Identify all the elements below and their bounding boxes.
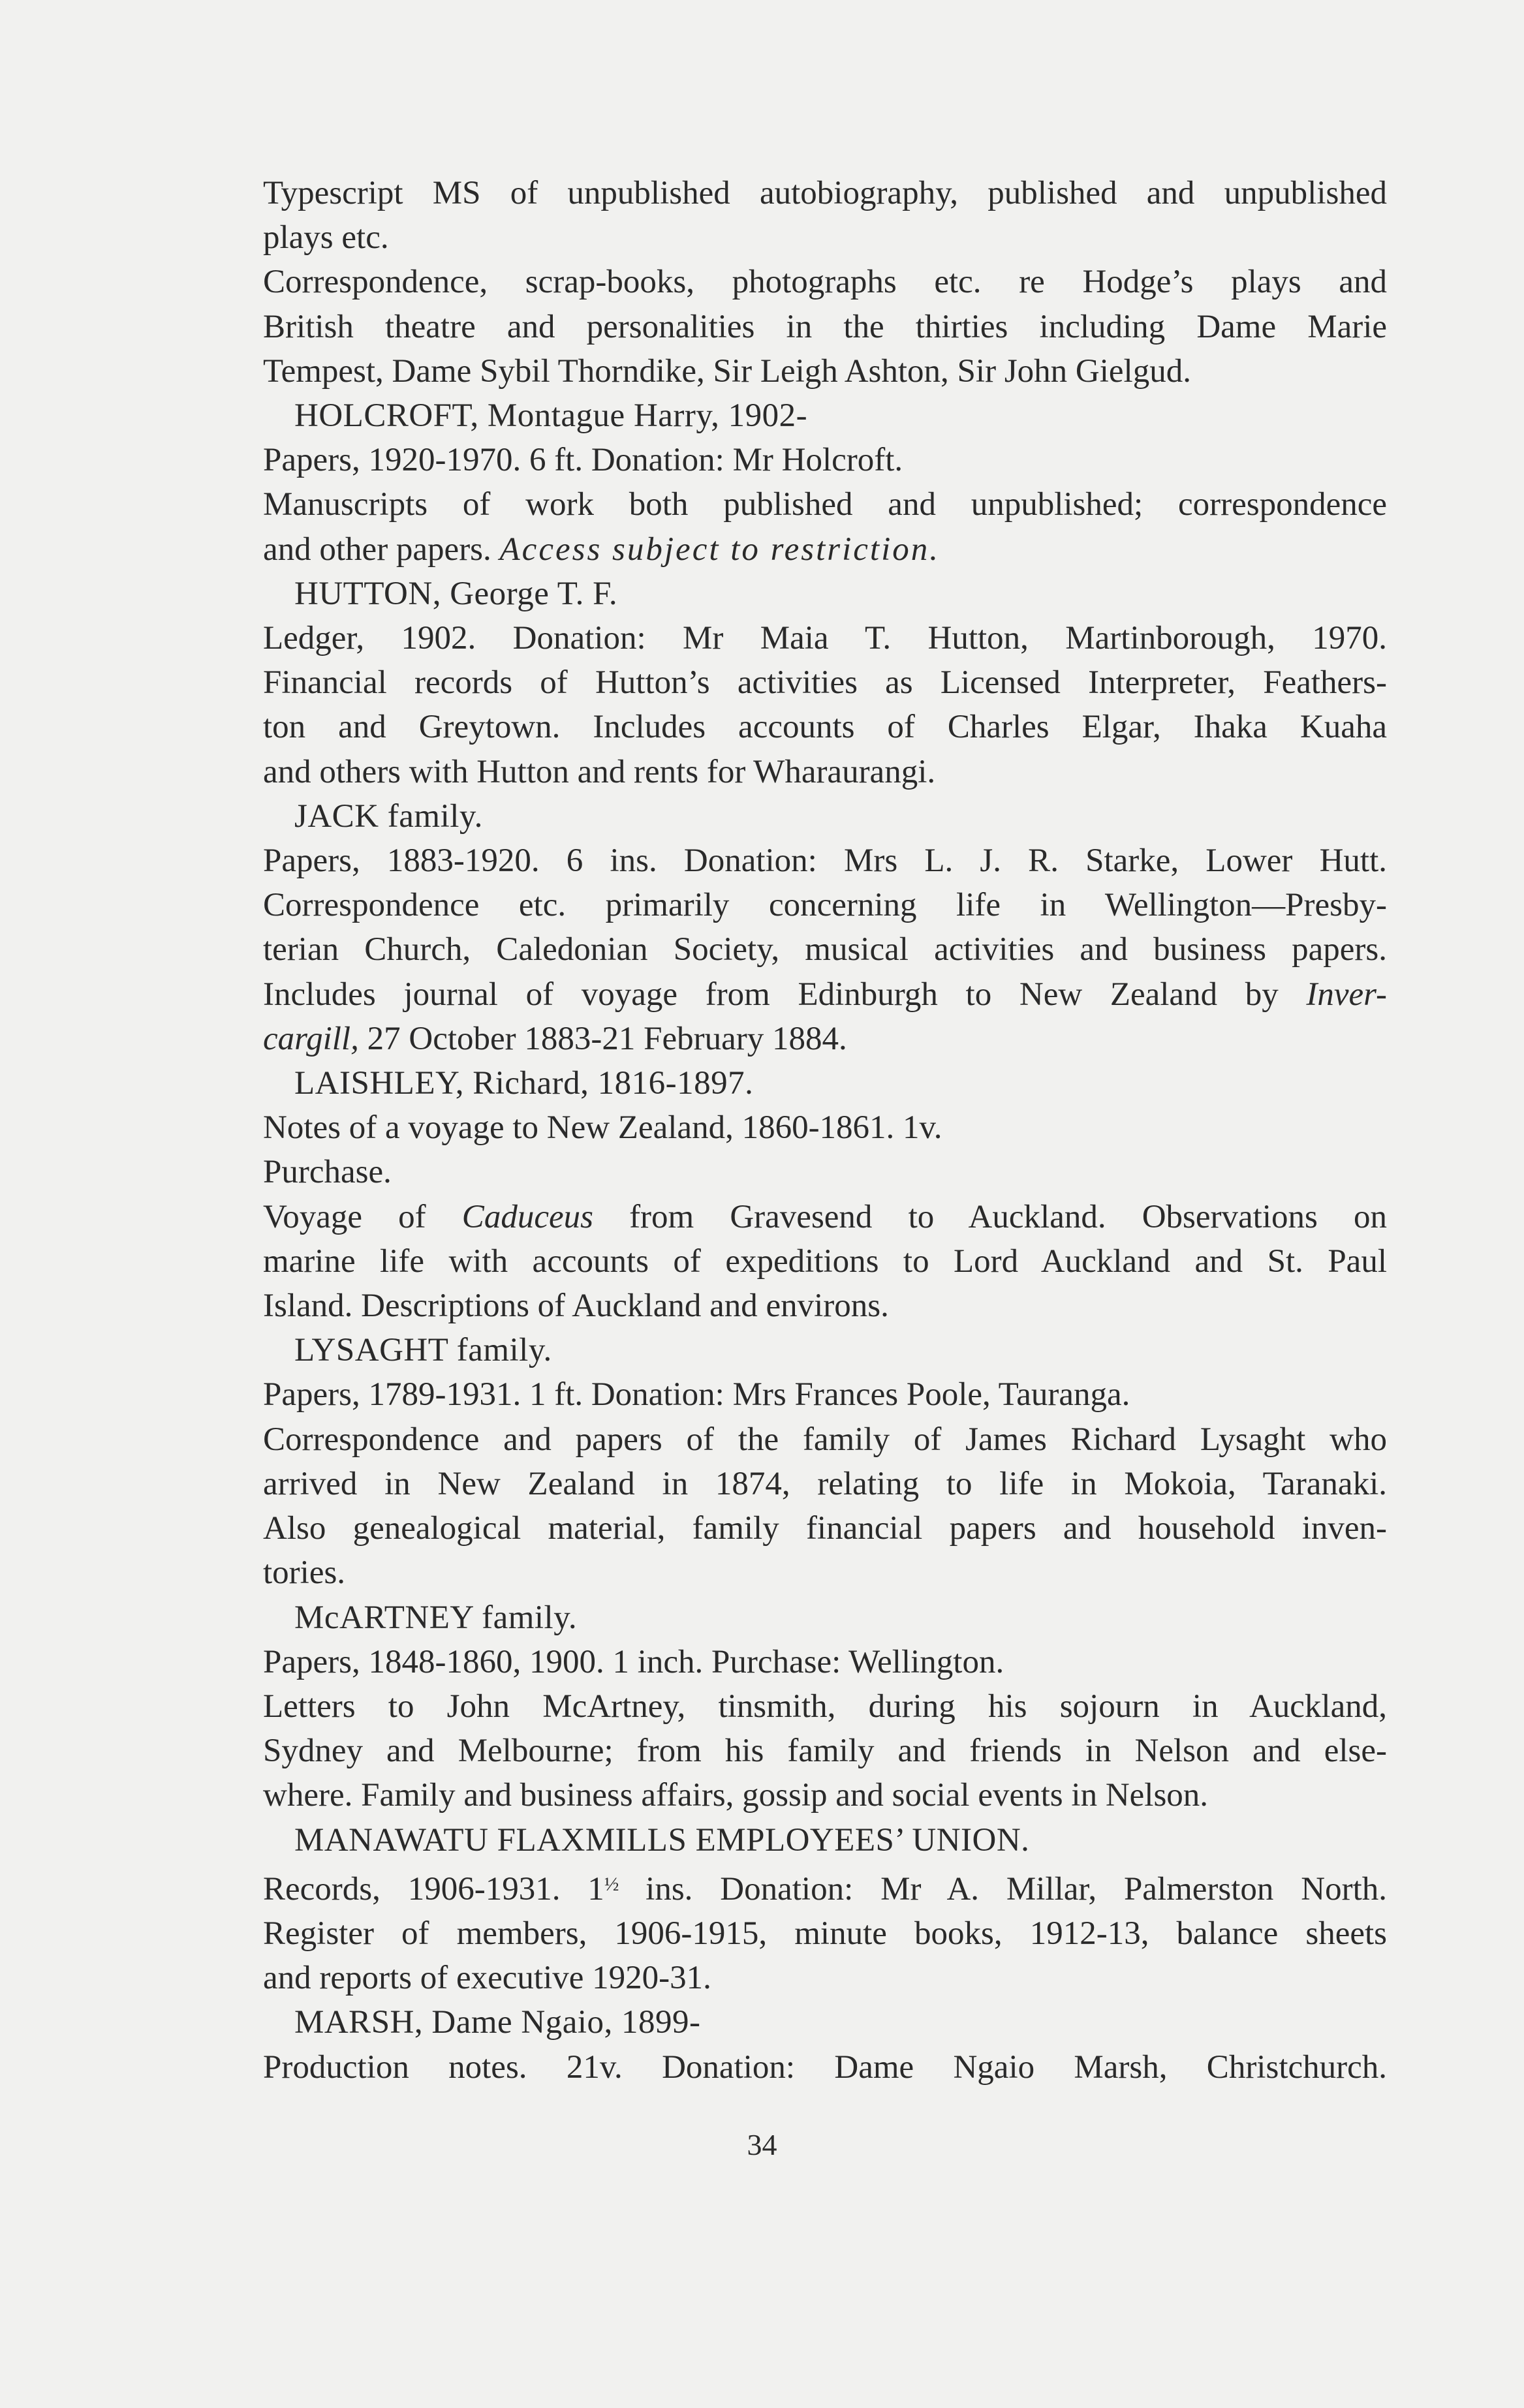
- text-line: Tempest, Dame Sybil Thorndike, Sir Leigh Ashton, Sir John Gielgud.: [263, 352, 1191, 390]
- entry-details: Papers, 1883-1920. 6 ins. Donation: Mrs L. J. R. Starke, Lower Hutt.: [263, 842, 1387, 880]
- italic-ship-name: cargill,: [263, 1020, 359, 1057]
- text-line: and reports of executive 1920-31.: [263, 1960, 711, 1997]
- italic-ship-name: Caduceus: [461, 1198, 593, 1235]
- text-fragment: Voyage of: [263, 1198, 462, 1235]
- text-line: Manuscripts of work both published and unpublished; correspondence: [263, 486, 1387, 523]
- italic-restriction-note: Access subject to restriction.: [499, 531, 941, 568]
- text-line: and others with Hutton and rents for Wharaurangi.: [263, 753, 936, 790]
- entry-details: Papers, 1848-1860, 1900. 1 inch. Purchase: Wellington.: [263, 1643, 1004, 1680]
- text-line: Island. Descriptions of Auckland and environs.: [263, 1288, 889, 1325]
- text-fragment: from Gravesend to Auckland. Observations on: [593, 1198, 1387, 1235]
- text-line: Correspondence and papers of the family of James Richard Lysaght who: [263, 1421, 1387, 1458]
- entry-heading: HUTTON, George T. F.: [294, 575, 618, 612]
- text-line: Typescript MS of unpublished autobiography, published and unpublished: [263, 175, 1387, 211]
- text-fragment: ins. Donation: Mr A. Millar, Palmerston North.: [618, 1870, 1387, 1907]
- entry-heading: MARSH, Dame Ngaio, 1899-: [294, 2004, 701, 2041]
- text-line: Also genealogical material, family financial papers and household inven-: [263, 1510, 1387, 1547]
- text-line: arrived in New Zealand in 1874, relating to life in Mokoia, Taranaki.: [263, 1465, 1387, 1502]
- entry-details: Ledger, 1902. Donation: Mr Maia T. Hutton, Martinborough, 1970.: [263, 620, 1387, 657]
- entry-marsh: [263, 2000, 1387, 2089]
- entry-heading: McARTNEY family.: [294, 1599, 578, 1636]
- text-fragment: Includes journal of voyage from Edinburgh to New Zealand by: [263, 976, 1307, 1013]
- text-line: [263, 1017, 1387, 1061]
- text-fragment: Records, 1906-1931. 1: [263, 1870, 604, 1907]
- text-line: plays etc.: [263, 219, 389, 256]
- entry-details: Papers, 1789-1931. 1 ft. Donation: Mrs Frances Poole, Tauranga.: [263, 1376, 1130, 1413]
- text-line: ton and Greytown. Includes accounts of Charles Elgar, Ihaka Kuaha: [263, 709, 1387, 746]
- text-line: Letters to John McArtney, tinsmith, during his sojourn in Auckland,: [263, 1688, 1387, 1725]
- page-number: 34: [747, 2128, 777, 2161]
- entry-manawatu: [263, 1818, 1387, 2001]
- text-line: British theatre and personalities in the thirties including Dame Marie: [263, 308, 1387, 345]
- fraction-half: ½: [604, 1873, 619, 1895]
- entry-holcroft: [263, 394, 1387, 572]
- entry-heading: MANAWATU FLAXMILLS EMPLOYEES’ UNION.: [294, 1821, 1030, 1859]
- text-line: tories.: [263, 1554, 346, 1592]
- italic-ship-name: Inver-: [1306, 976, 1387, 1013]
- entry-lysaght: [263, 1328, 1387, 1595]
- text-line: marine life with accounts of expeditions to Lord Auckland and St. Paul: [263, 1243, 1387, 1280]
- text-line: Correspondence, scrap-books, photographs etc. re Hodge’s plays and: [263, 264, 1387, 301]
- entry-jack: [263, 794, 1387, 1061]
- text-line: Correspondence etc. primarily concerning life in Wellington—Presby-: [263, 887, 1387, 924]
- entry-heading: LAISHLEY, Richard, 1816-1897.: [294, 1065, 754, 1102]
- entry-details: Papers, 1920-1970. 6 ft. Donation: Mr Holcroft.: [263, 442, 903, 479]
- entry-hutton: [263, 572, 1387, 794]
- text-line: terian Church, Caledonian Society, musical activities and business papers.: [263, 931, 1387, 968]
- entry-heading: HOLCROFT, Montague Harry, 1902-: [294, 397, 808, 435]
- entry-laishley: [263, 1061, 1387, 1328]
- text-line: [263, 972, 1387, 1017]
- text-line: Register of members, 1906-1915, minute books, 1912-13, balance sheets: [263, 1915, 1387, 1952]
- entry-details: [263, 1862, 1387, 1911]
- entry-details: Production notes. 21v. Donation: Dame Ngaio Marsh, Christchurch.: [263, 2048, 1387, 2086]
- text-line: where. Family and business affairs, gossip and social events in Nelson.: [263, 1777, 1209, 1814]
- entry-heading: LYSAGHT family.: [294, 1332, 552, 1369]
- text-line: [263, 1195, 1387, 1239]
- text-line: Sydney and Melbourne; from his family and friends in Nelson and else-: [263, 1733, 1387, 1770]
- catalogue-page-text: [263, 171, 1387, 2090]
- entry-heading: JACK family.: [294, 797, 483, 835]
- entry-details: Notes of a voyage to New Zealand, 1860-1861. 1v.: [263, 1109, 942, 1147]
- entry-acquisition: Purchase.: [263, 1154, 392, 1191]
- text-fragment: 27 October 1883-21 February 1884.: [358, 1020, 847, 1057]
- text-line: Financial records of Hutton’s activities as Licensed Interpreter, Feathers-: [263, 664, 1387, 702]
- text-fragment: and other papers.: [263, 531, 500, 568]
- continued-entry: [263, 171, 1387, 394]
- entry-mcartney: [263, 1596, 1387, 1818]
- text-line: [263, 527, 1387, 572]
